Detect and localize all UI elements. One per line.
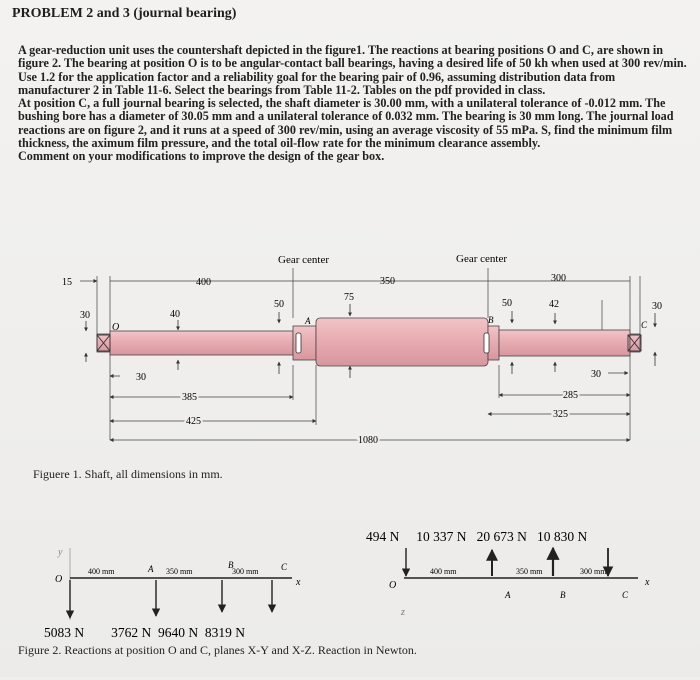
dim-40: 40 — [170, 309, 180, 320]
xy-seg-350: 350 mm — [166, 567, 193, 576]
point-b-label: B — [488, 315, 494, 325]
xz-forces: 494 N 10 337 N 20 673 N 10 830 N — [366, 529, 588, 544]
dim-42: 42 — [549, 299, 559, 310]
xy-point-b: B — [228, 560, 234, 570]
xz-point-a: A — [505, 590, 511, 600]
problem-paragraph-2: At position C, a full journal bearing is selected, the shaft diameter is 30.00 mm, with a unilateral tolerance of -0.012 mm. The bushing bore has a diameter of 30.05 mm and a unilateral tolerance of 0.032 mm. The bearing is 30 mm long. The journal load reactions are on figure 2, and it runs at a speed of 300 rev/min, using an average viscosity of 55 mPa. S, find the minimum film thickness, the aximum film pressure, and the total oil-flow rate for the minimum clearance assembly. — [18, 96, 674, 151]
dim-285: 285 — [563, 390, 578, 401]
xy-origin-label: O — [55, 574, 63, 585]
xz-seg-350: 350 mm — [516, 567, 543, 576]
dim-50-right: 50 — [502, 298, 512, 309]
xz-seg-400: 400 mm — [430, 567, 457, 576]
shaft-body — [97, 318, 640, 366]
xy-seg-400: 400 mm — [88, 567, 115, 576]
point-o-label: O — [112, 322, 120, 333]
xz-origin-label: O — [389, 580, 397, 591]
figure-1-caption: Figuere 1. Shaft, all dimensions in mm. — [33, 467, 223, 481]
xy-forces: 5083 N 3762 N 9640 N 8319 N — [44, 625, 245, 640]
xz-point-c: C — [622, 590, 629, 600]
xz-seg-300: 300 mm — [580, 567, 607, 576]
dim-15: 15 — [62, 277, 72, 288]
dim-75: 75 — [344, 292, 354, 303]
xz-plane-diagram — [366, 529, 650, 618]
dim-325: 325 — [553, 409, 568, 420]
xy-y-axis-label: y — [58, 547, 63, 558]
xy-point-a: A — [148, 564, 154, 574]
xy-point-c: C — [281, 562, 288, 572]
dim-400: 400 — [196, 277, 211, 288]
problem-paragraph-1: A gear-reduction unit uses the countershaft depicted in the figure1. The reactions at bearing positions O and C, are shown in figure 2. The bearing at position O is to be angular-contact ball bearings, having a desired life of 50 kh when used at 300 rev/min. Use 1.2 for the application factor and a reliability goal for the bearing pair of 0.96, assuming distribution data from manufacturer 2 in Table 11-6. Select the bearings from Table 11-2. Tables on the pdf provided in class. — [18, 43, 687, 97]
xz-point-b: B — [560, 590, 566, 600]
gear-center-label-left: Gear center — [278, 254, 329, 266]
gear-center-label-right: Gear center — [456, 253, 507, 265]
xz-z-axis-label: z — [401, 607, 405, 618]
xy-plane-diagram — [44, 547, 301, 640]
point-c-label: C — [641, 320, 648, 330]
dim-30-bottom-right: 30 — [591, 369, 601, 380]
dim-30-left: 30 — [80, 310, 90, 321]
dim-385: 385 — [182, 392, 197, 403]
problem-heading: PROBLEM 2 and 3 (journal bearing) — [12, 6, 237, 21]
dim-30-bottom-left: 30 — [136, 372, 146, 383]
xy-seg-300: 300 mm — [232, 567, 259, 576]
dim-300: 300 — [551, 273, 566, 284]
dim-30-right: 30 — [652, 301, 662, 312]
xz-x-axis-label: x — [645, 577, 650, 588]
dim-425: 425 — [186, 416, 201, 427]
dim-50-left: 50 — [274, 299, 284, 310]
dim-1080: 1080 — [358, 435, 378, 446]
dim-350: 350 — [380, 276, 395, 287]
problem-paragraph-3: Comment on your modifications to improve the design of the gear box. — [18, 149, 385, 164]
xy-x-axis-label: x — [296, 577, 301, 588]
point-a-label: A — [305, 316, 311, 326]
figure-2-caption: Figure 2. Reactions at position O and C, planes X-Y and X-Z. Reaction in Newton. — [18, 643, 417, 657]
